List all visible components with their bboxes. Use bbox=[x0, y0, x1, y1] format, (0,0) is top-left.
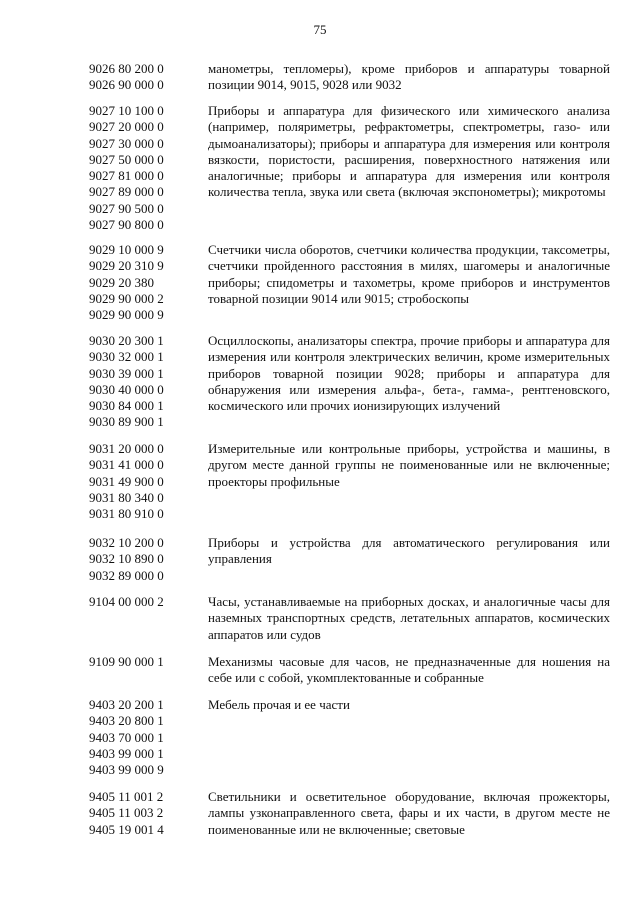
hs-code: 9104 00 000 2 bbox=[89, 594, 164, 609]
item-description: Измерительные или контрольные приборы, устройства и машины, в другом месте данной группы не поименованные или не включенные; проекторы профильные bbox=[208, 441, 610, 489]
hs-code: 9031 41 000 0 bbox=[89, 457, 164, 473]
hs-code: 9030 89 900 1 bbox=[89, 414, 164, 430]
hs-code: 9405 11 003 2 bbox=[89, 805, 164, 821]
hs-code: 9403 20 800 1 bbox=[89, 713, 164, 729]
hs-code: 9029 90 000 2 bbox=[89, 290, 164, 306]
hs-code: 9027 10 100 0 bbox=[89, 103, 164, 118]
hs-code: 9027 90 500 0 bbox=[89, 200, 164, 216]
hs-code: 9029 10 000 9 bbox=[89, 242, 164, 257]
item-description: Приборы и устройства для автоматического регулирования или управления bbox=[208, 535, 610, 567]
hs-code: 9109 90 000 1 bbox=[89, 654, 164, 669]
hs-code: 9030 39 000 1 bbox=[89, 365, 164, 381]
item-description: Мебель прочая и ее части bbox=[208, 697, 350, 712]
code-list bbox=[89, 789, 207, 838]
hs-code: 9027 20 000 0 bbox=[89, 119, 164, 135]
code-list bbox=[89, 242, 207, 323]
hs-code: 9031 80 910 0 bbox=[89, 506, 164, 521]
tariff-row bbox=[89, 333, 610, 431]
hs-code: 9405 11 001 2 bbox=[89, 789, 164, 804]
hs-code: 9032 10 890 0 bbox=[89, 551, 164, 567]
tariff-row bbox=[89, 535, 610, 584]
hs-code: 9027 90 800 0 bbox=[89, 216, 164, 232]
hs-code: 9027 30 000 0 bbox=[89, 135, 164, 151]
hs-code: 9029 20 380 bbox=[89, 274, 154, 290]
hs-code: 9027 81 000 0 bbox=[89, 168, 164, 183]
tariff-row bbox=[89, 61, 610, 94]
code-list bbox=[89, 333, 207, 431]
hs-code: 9403 99 000 1 bbox=[89, 745, 164, 761]
code-list bbox=[89, 654, 207, 687]
hs-code: 9029 20 310 9 bbox=[89, 258, 164, 274]
page-number: 75 bbox=[313, 22, 327, 37]
tariff-row bbox=[89, 594, 610, 643]
item-description: Светильники и осветительное оборудование, включая прожекторы, лампы узконаправленного света, фары и их части, в другом месте не поименованные или не включенные; световые bbox=[208, 789, 610, 837]
hs-code: 9031 49 900 0 bbox=[89, 473, 164, 489]
item-description: Счетчики числа оборотов, счетчики количества продукции, таксометры, счетчики пройденного расстояния в милях, шагомеры и аналогичные приборы; спидометры и тахометры, кроме приборов и инструментов товарной позиции 9014 или 9015; стробоскопы bbox=[208, 242, 610, 306]
hs-code: 9403 99 000 9 bbox=[89, 762, 164, 777]
hs-code: 9405 19 001 4 bbox=[89, 821, 164, 837]
hs-code: 9030 40 000 0 bbox=[89, 381, 164, 397]
item-description: Часы, устанавливаемые на приборных досках, и аналогичные часы для наземных транспортных средств, летательных аппаратов, космических аппаратов или судов bbox=[208, 594, 610, 642]
hs-code: 9403 70 000 1 bbox=[89, 729, 164, 745]
hs-code: 9030 32 000 1 bbox=[89, 349, 164, 365]
code-list bbox=[89, 594, 207, 643]
hs-code: 9026 90 000 0 bbox=[89, 77, 164, 93]
code-list bbox=[89, 697, 207, 778]
hs-code: 9027 50 000 0 bbox=[89, 151, 164, 167]
item-description: Механизмы часовые для часов, не предназначенные для ношения на себе или с собой, укомплектованные и собранные bbox=[208, 654, 610, 686]
code-list bbox=[89, 61, 207, 94]
code-list bbox=[89, 441, 207, 522]
hs-code: 9026 80 200 0 bbox=[89, 61, 164, 76]
item-description: Приборы и аппаратура для физического или химического анализа (например, поляриметры, рефрактометры, спектрометры, газо- или дымоанализаторы); приборы и аппаратура для измерения или контроля вязкости, пористости, расширения, поверхностного натяжения или аналогичные; приборы и аппаратура для измерения или контроля количества тепла, звука или света (включая экспонометры); микротомы bbox=[208, 103, 610, 200]
hs-code: 9031 80 340 0 bbox=[89, 489, 164, 505]
tariff-row bbox=[89, 103, 610, 233]
tariff-row bbox=[89, 654, 610, 687]
hs-code: 9403 20 200 1 bbox=[89, 697, 164, 712]
hs-code: 9027 89 000 0 bbox=[89, 184, 164, 200]
hs-code: 9029 90 000 9 bbox=[89, 307, 164, 322]
tariff-row bbox=[89, 242, 610, 323]
tariff-row bbox=[89, 441, 610, 522]
hs-code: 9030 20 300 1 bbox=[89, 333, 164, 348]
tariff-row bbox=[89, 789, 610, 838]
item-description: манометры, тепломеры), кроме приборов и аппаратуры товарной позиции 9014, 9015, 9028 или 9032 bbox=[208, 61, 610, 93]
item-description: Осциллоскопы, анализаторы спектра, прочие приборы и аппаратура для измерения или контроля электрических величин, кроме измерительных приборов товарной позиции 9028; приборы и аппаратура для обнаружения или измерения альфа-, бета-, гамма-, рентгеновского, космического или прочих ионизирующих излучений bbox=[208, 333, 610, 413]
hs-code: 9031 20 000 0 bbox=[89, 441, 164, 456]
tariff-row bbox=[89, 697, 610, 778]
code-list bbox=[89, 535, 207, 584]
hs-code: 9030 84 000 1 bbox=[89, 398, 164, 413]
hs-code: 9032 10 200 0 bbox=[89, 535, 164, 550]
hs-code: 9032 89 000 0 bbox=[89, 567, 164, 583]
code-list bbox=[89, 103, 207, 233]
